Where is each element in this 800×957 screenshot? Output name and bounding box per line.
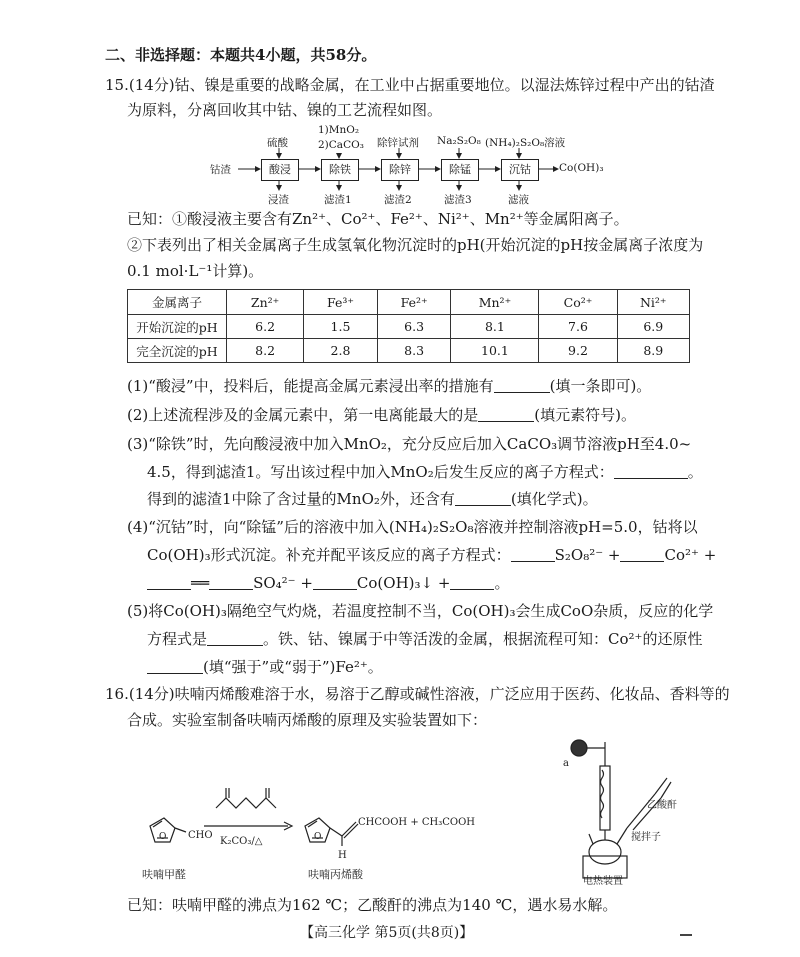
q15-sub4-text: Co(OH)₃形式沉淀。补充并配平该反应的离子方程式：: [147, 546, 511, 564]
table-cell: Mn²⁺: [451, 290, 539, 315]
flow-box-cobalt-precipitation: 沉钴: [501, 159, 539, 181]
heating-mantle: [583, 856, 627, 878]
waste-residue-1: 滤渣1: [324, 194, 352, 206]
table-cell: 8.1: [451, 315, 539, 339]
q15-known-1: 已知：①酸浸液主要含有Zn²⁺、Co²⁺、Fe²⁺、Ni²⁺、Mn²⁺等金属阳离子。: [127, 210, 629, 228]
waste-residue-3: 滤渣3: [444, 194, 472, 206]
ph-data-table: [127, 289, 690, 363]
q15-sub5-line3: [147, 656, 383, 678]
flow-box-zinc-removal: 除锌: [381, 159, 419, 181]
q15-sub3-text: 4.5，得到滤渣1。写出该过程中加入MnO₂后发生反应的离子方程式：: [147, 463, 614, 481]
table-cell: 6.2: [227, 315, 304, 339]
table-cell: Ni²⁺: [617, 290, 689, 315]
q15-sub4-line3: [147, 572, 509, 594]
three-neck-flask: [589, 840, 621, 864]
reagent-nh4-s2o8: (NH₄)₂S₂O₈溶液: [485, 137, 566, 149]
sulfate-term: SO₄²⁻ +: [253, 574, 313, 592]
page-footer: 【高三化学 第5页(共8页)】: [300, 925, 474, 941]
q15-sub3-text2: 得到的滤渣1中除了含过量的MnO₂外，还含有: [147, 490, 455, 508]
q15-sub2-hint: (填元素符号)。: [534, 406, 636, 424]
waste-residue-2: 滤渣2: [384, 194, 412, 206]
flow-start-label: 钴渣: [210, 164, 231, 176]
table-cell: 金属离子: [128, 290, 227, 315]
q15-known-2b: 0.1 mol·L⁻¹计算)。: [127, 262, 264, 280]
table-cell: 6.3: [377, 315, 451, 339]
q15-sub5-text: 方程式是: [147, 630, 208, 648]
persulfate-term: S₂O₈²⁻ +: [554, 546, 621, 564]
q15-stem-line1: 15.(14分)钴、镍是重要的战略金属，在工业中占据重要地位。以湿法炼锌过程中产出的钴渣: [105, 76, 715, 94]
q15-sub2: [127, 404, 636, 426]
q15-sub5-line1: (5)将Co(OH)₃隔绝空气灼烧，若温度控制不当，Co(OH)₃会生成CoO杂质，反应的化学: [127, 602, 714, 620]
table-cell: 10.1: [451, 339, 539, 363]
q15-known-2a: ②下表列出了相关金属离子生成氢氧化物沉淀时的pH(开始沉淀的pH按金属离子浓度为: [127, 236, 704, 254]
section-header: 二、非选择题：本题共4小题，共58分。: [105, 46, 377, 64]
table-cell: 完全沉淀的pH: [128, 339, 227, 363]
answer-blank[interactable]: [147, 575, 191, 590]
apparatus-diagram: [555, 736, 695, 886]
flow-box-acid-leach: 酸浸: [261, 159, 299, 181]
table-cell: 6.9: [617, 315, 689, 339]
table-cell: Zn²⁺: [227, 290, 304, 315]
reaction-scheme: [120, 780, 490, 890]
answer-blank[interactable]: [455, 491, 511, 506]
answer-blank[interactable]: [620, 547, 664, 562]
q15-sub5-text2: 。铁、钴、镍属于中等活泼的金属，根据流程可知：Co²⁺的还原性: [263, 630, 703, 648]
table-cell: Fe²⁺: [377, 290, 451, 315]
answer-blank[interactable]: [147, 659, 203, 674]
aldehyde-group-label: CHO: [188, 830, 213, 841]
answer-blank[interactable]: [511, 547, 555, 562]
q15-sub4-line1: (4)“沉钴”时，向“除锰”后的溶液中加入(NH₄)₂S₂O₈溶液并控制溶液pH=5.0，钴将以: [127, 518, 698, 536]
table-cell: 2.8: [304, 339, 378, 363]
table-row: [128, 339, 690, 363]
answer-blank[interactable]: [614, 464, 688, 479]
q15-sub3-period: 。: [687, 463, 703, 481]
process-flowchart: [210, 124, 630, 210]
answer-blank[interactable]: [313, 575, 357, 590]
table-cell: 8.3: [377, 339, 451, 363]
table-cell: 1.5: [304, 315, 378, 339]
stirrer-label: 搅拌子: [631, 832, 661, 843]
table-row: [128, 315, 690, 339]
table-header-row: [128, 290, 690, 315]
heater-label: 电热装置: [583, 876, 623, 886]
product-formula: CHCOOH + CH₃COOH: [358, 817, 476, 828]
table-cell: 开始沉淀的pH: [128, 315, 227, 339]
label-a: a: [563, 758, 569, 769]
reflux-condenser: [600, 766, 610, 830]
q16-known: 已知：呋喃甲醛的沸点为162 ℃；乙酸酐的沸点为140 ℃，遇水易水解。: [127, 896, 618, 914]
q15-sub3-hint: (填化学式)。: [510, 490, 598, 508]
reagent-na2s2o8: Na₂S₂O₈: [437, 135, 481, 147]
q15-sub5-hint: (填“强于”或“弱于”)Fe²⁺。: [203, 658, 383, 676]
q15-sub1-text: (1)“酸浸”中，投料后，能提高金属元素浸出率的措施有: [127, 377, 494, 395]
answer-blank[interactable]: [494, 378, 550, 393]
q16-stem-line1: 16.(14分)呋喃丙烯酸难溶于水，易溶于乙醇或碱性溶液，广泛应用于医药、化妆品、香料等的: [105, 685, 730, 703]
q15-sub5-line2: [147, 628, 702, 650]
waste-filtrate: 滤液: [508, 194, 529, 206]
table-cell: 7.6: [539, 315, 617, 339]
flow-end-label: Co(OH)₃: [559, 162, 604, 174]
waste-leach-residue: 浸渣: [268, 194, 289, 206]
flow-box-manganese-removal: 除锰: [441, 159, 479, 181]
cobalt-hydroxide-term: Co(OH)₃↓ +: [356, 574, 451, 592]
q15-sub2-text: (2)上述流程涉及的金属元素中，第一电离能最大的是: [127, 406, 479, 424]
reagent-caco3: 2)CaCO₃: [318, 139, 364, 151]
reaction-conditions: K₂CO₃/△: [220, 836, 263, 847]
flow-box-iron-removal: 除铁: [321, 159, 359, 181]
drying-tube-bulb: [571, 740, 587, 756]
q15-stem-line2: 为原料，分离回收其中钴、镍的工艺流程如图。: [127, 101, 443, 119]
acetic-anhydride-label: 乙酸酐: [647, 800, 677, 811]
table-cell: 9.2: [539, 339, 617, 363]
reactant-name: 呋喃甲醛: [142, 868, 186, 881]
table-cell: Fe³⁺: [304, 290, 378, 315]
reagent-sulfuric-acid: 硫酸: [267, 137, 288, 149]
table-cell: 8.9: [617, 339, 689, 363]
q15-sub3-line3: [147, 488, 598, 510]
table-cell: 8.2: [227, 339, 304, 363]
product-h-label: H: [338, 850, 347, 861]
acetic-anhydride-structure: [216, 798, 276, 808]
answer-blank[interactable]: [207, 631, 263, 646]
equation-period: 。: [494, 574, 510, 592]
q15-sub3-line2: [147, 461, 703, 483]
cobalt-ion-term: Co²⁺ +: [664, 546, 717, 564]
answer-blank[interactable]: [478, 407, 534, 422]
corner-mark: [680, 934, 692, 936]
q16-stem-line2: 合成。实验室制备呋喃丙烯酸的原理及实验装置如下：: [127, 711, 488, 729]
product-name: 呋喃丙烯酸: [308, 868, 363, 881]
reagent-mno2: 1)MnO₂: [318, 124, 360, 136]
q15-sub4-line2: [147, 544, 716, 566]
answer-blank[interactable]: [209, 575, 253, 590]
reagent-zinc-removal: 除锌试剂: [377, 137, 419, 149]
q15-sub1-hint: (填一条即可)。: [549, 377, 652, 395]
q15-sub1: [127, 375, 651, 397]
q15-sub3-line1: (3)“除铁”时，先向酸浸液中加入MnO₂，充分反应后加入CaCO₃调节溶液pH至4.0~: [127, 435, 692, 453]
ring-oxygen-label: O: [159, 832, 167, 842]
ring-oxygen-label: O: [314, 832, 322, 842]
equation-equals: ══: [191, 574, 210, 592]
answer-blank[interactable]: [450, 575, 494, 590]
table-cell: Co²⁺: [539, 290, 617, 315]
